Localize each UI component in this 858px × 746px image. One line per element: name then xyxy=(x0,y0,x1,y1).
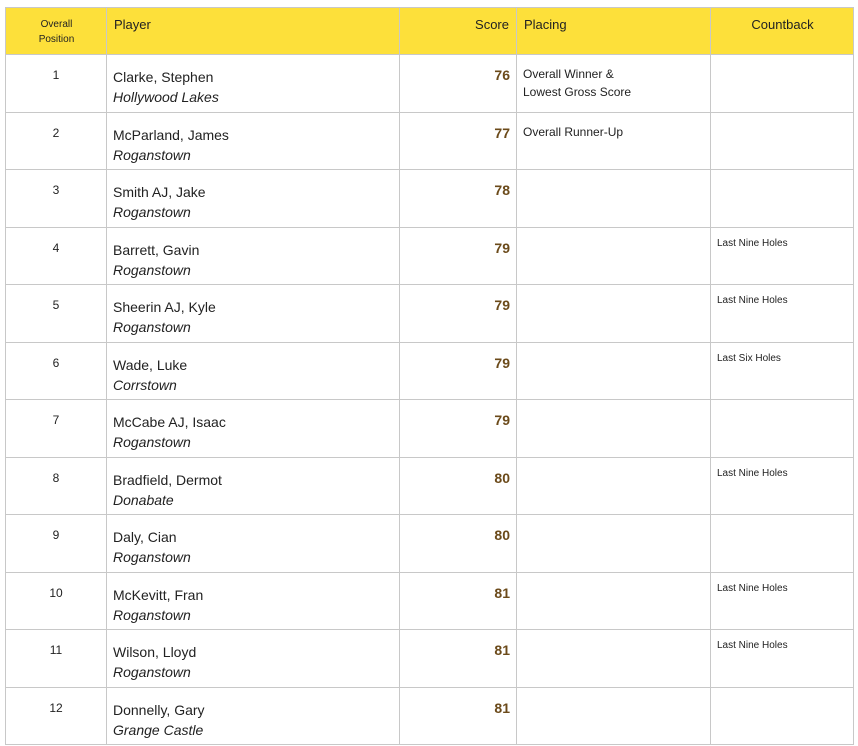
player-club: Roganstown xyxy=(113,549,191,565)
position-cell: 9 xyxy=(6,515,107,573)
position-cell: 3 xyxy=(6,170,107,228)
countback-cell xyxy=(711,687,854,745)
player-name: Barrett, Gavin xyxy=(113,241,200,258)
score-cell: 79 xyxy=(400,227,517,285)
position-cell: 2 xyxy=(6,112,107,170)
score-cell: 77 xyxy=(400,112,517,170)
results-table xyxy=(5,7,854,745)
countback-cell: Last Nine Holes xyxy=(711,630,854,688)
player-cell xyxy=(107,227,400,285)
table-row xyxy=(6,112,854,170)
score-cell: 79 xyxy=(400,285,517,343)
player-cell xyxy=(107,342,400,400)
countback-cell: Last Six Holes xyxy=(711,342,854,400)
score-cell: 81 xyxy=(400,630,517,688)
player-cell xyxy=(107,630,400,688)
placing-cell xyxy=(517,227,711,285)
position-cell: 4 xyxy=(6,227,107,285)
placing-cell xyxy=(517,687,711,745)
header-position-line1: Overall xyxy=(40,19,73,30)
results-table-body xyxy=(6,55,854,745)
header-position-line2: Position xyxy=(38,34,75,45)
player-club: Roganstown xyxy=(113,664,191,680)
player-club: Hollywood Lakes xyxy=(113,89,219,105)
placing-cell xyxy=(517,170,711,228)
player-name: Sheerin AJ, Kyle xyxy=(113,299,216,315)
player-name: Wade, Luke xyxy=(113,356,188,373)
table-row xyxy=(6,687,854,745)
table-row xyxy=(6,457,854,515)
table-row xyxy=(6,227,854,285)
score-cell: 79 xyxy=(400,400,517,458)
header-countback: Countback xyxy=(711,8,854,55)
player-name: Daly, Cian xyxy=(113,529,177,545)
header-score: Score xyxy=(400,8,517,55)
score-cell: 78 xyxy=(400,170,517,228)
countback-cell xyxy=(711,112,854,170)
table-row xyxy=(6,55,854,113)
player-club: Grange Castle xyxy=(113,721,204,738)
player-cell xyxy=(107,170,400,228)
position-cell: 12 xyxy=(6,687,107,745)
countback-cell xyxy=(711,55,854,113)
header-placing: Placing xyxy=(517,8,711,55)
placing-cell xyxy=(517,457,711,515)
player-cell xyxy=(107,457,400,515)
countback-cell xyxy=(711,170,854,228)
header-player: Player xyxy=(107,8,400,55)
player-club: Roganstown xyxy=(113,204,191,220)
player-name: Bradfield, Dermot xyxy=(113,471,222,488)
table-row xyxy=(6,630,854,688)
player-club: Roganstown xyxy=(113,146,191,163)
placing-line: Lowest Gross Score xyxy=(523,85,632,99)
placing-line: Overall Runner-Up xyxy=(523,124,624,139)
player-name: McKevitt, Fran xyxy=(113,586,204,603)
placing-cell xyxy=(517,285,711,343)
player-cell xyxy=(107,515,400,573)
player-club: Roganstown xyxy=(113,606,191,623)
player-name: Donnelly, Gary xyxy=(113,701,205,718)
countback-cell: Last Nine Holes xyxy=(711,285,854,343)
table-row xyxy=(6,515,854,573)
player-cell xyxy=(107,112,400,170)
player-club: Roganstown xyxy=(113,261,191,278)
position-cell: 6 xyxy=(6,342,107,400)
placing-cell xyxy=(517,342,711,400)
countback-cell xyxy=(711,515,854,573)
table-row xyxy=(6,572,854,630)
player-club: Donabate xyxy=(113,491,174,508)
position-cell: 11 xyxy=(6,630,107,688)
player-cell xyxy=(107,572,400,630)
placing-cell xyxy=(517,515,711,573)
score-cell: 81 xyxy=(400,687,517,745)
player-name: McCabe AJ, Isaac xyxy=(113,414,226,430)
placing-line: Overall Winner & xyxy=(523,67,614,81)
position-cell: 8 xyxy=(6,457,107,515)
placing-cell xyxy=(517,112,711,170)
score-cell: 76 xyxy=(400,55,517,113)
table-row xyxy=(6,400,854,458)
player-name: Clarke, Stephen xyxy=(113,69,214,85)
player-cell xyxy=(107,687,400,745)
player-club: Roganstown xyxy=(113,434,191,450)
placing-cell xyxy=(517,572,711,630)
score-cell: 79 xyxy=(400,342,517,400)
player-club: Corrstown xyxy=(113,376,177,393)
player-club: Roganstown xyxy=(113,319,191,335)
position-cell: 5 xyxy=(6,285,107,343)
countback-cell: Last Nine Holes xyxy=(711,572,854,630)
player-name: Smith AJ, Jake xyxy=(113,184,206,200)
score-cell: 80 xyxy=(400,515,517,573)
placing-cell xyxy=(517,400,711,458)
table-row xyxy=(6,285,854,343)
countback-cell: Last Nine Holes xyxy=(711,227,854,285)
header-overall-position xyxy=(6,8,107,55)
placing-cell xyxy=(517,55,711,113)
countback-cell xyxy=(711,400,854,458)
player-name: Wilson, Lloyd xyxy=(113,644,197,660)
player-cell xyxy=(107,400,400,458)
position-cell: 10 xyxy=(6,572,107,630)
player-cell xyxy=(107,55,400,113)
player-cell xyxy=(107,285,400,343)
score-cell: 81 xyxy=(400,572,517,630)
player-name: McParland, James xyxy=(113,126,229,143)
placing-cell xyxy=(517,630,711,688)
table-row xyxy=(6,342,854,400)
position-cell: 1 xyxy=(6,55,107,113)
table-row xyxy=(6,170,854,228)
position-cell: 7 xyxy=(6,400,107,458)
results-table-header xyxy=(6,8,854,55)
header-row xyxy=(6,8,854,55)
countback-cell: Last Nine Holes xyxy=(711,457,854,515)
score-cell: 80 xyxy=(400,457,517,515)
